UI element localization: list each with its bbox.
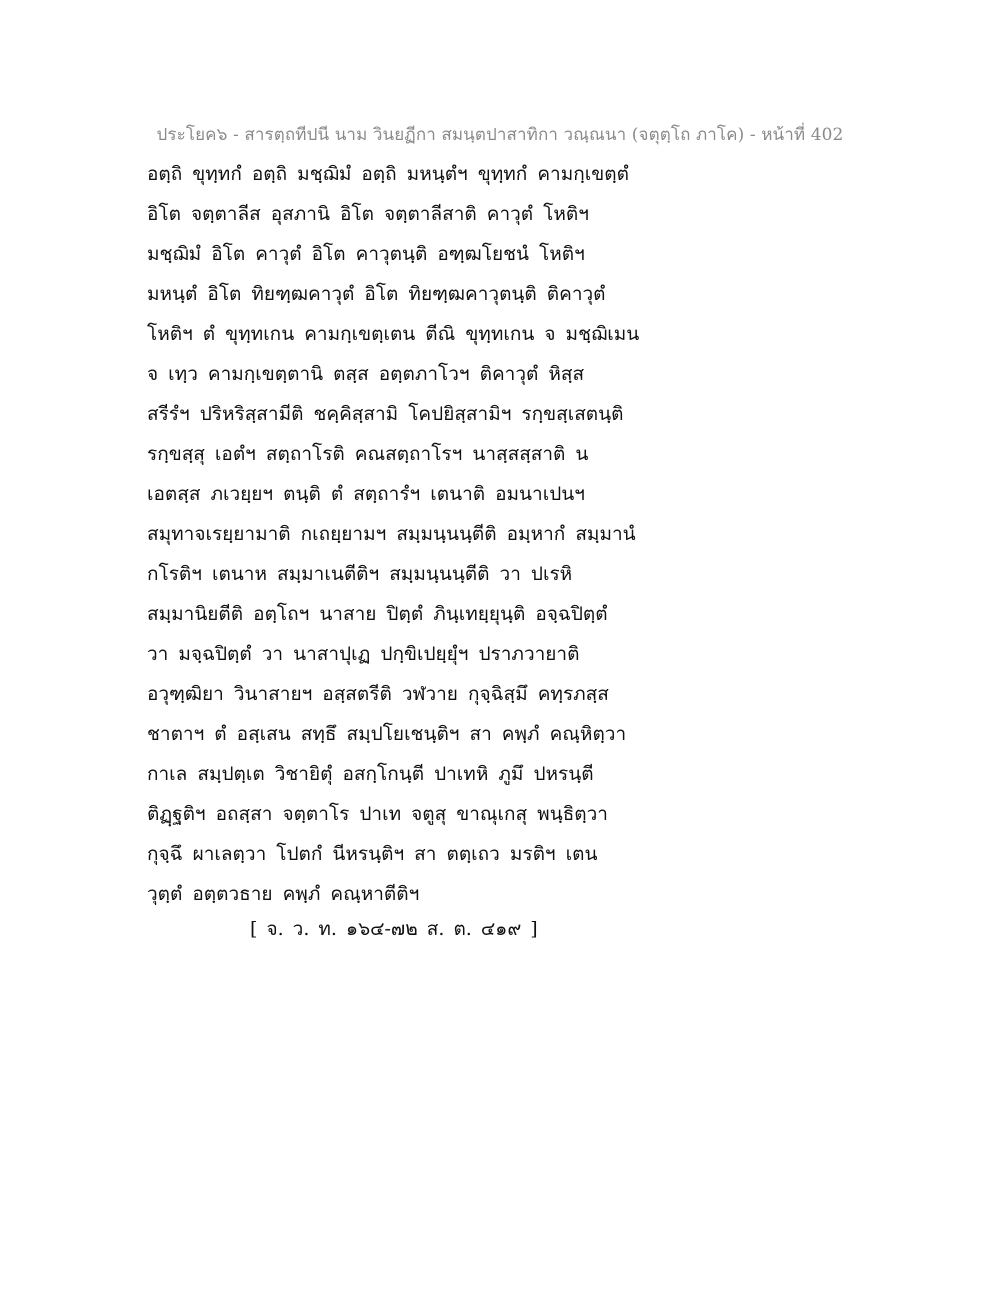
text-line: กุจฺฉึ ผาเลตฺวา โปตกํ นีหรนฺติฯ สา ตตฺเถว มรติฯ เตน xyxy=(147,843,598,865)
text-line: มชฺฌิมํ อิโต คาวุตํ อิโต คาวุตนฺติ อฑฺฒโยชนํ โหติฯ xyxy=(147,243,585,265)
text-line: ติฏฺฐติฯ อถสฺสา จตฺตาโร ปาเท จตูสุ ขาณุเกสุ พนฺธิตฺวา xyxy=(147,803,608,825)
text-line: อวุฑฺฒิยา วินาสายฯ อสฺสตรีติ วฬวาย กุจฺฉิสฺมึ คทฺรภสฺส xyxy=(147,683,609,705)
text-line: อิโต จตฺตาลีส อุสภานิ อิโต จตฺตาลีสาติ คาวุตํ โหติฯ xyxy=(147,203,589,225)
text-line: วา มจฺฉปิตฺตํ วา นาสาปุเฏ ปกฺขิเปยฺยุํฯ ปราภวายาติ xyxy=(147,643,580,665)
source-reference: [ จ. ว. ท. ๑๖๔-๗๒ ส. ต. ๔๑๙ ] xyxy=(250,918,538,940)
body-text xyxy=(147,158,687,918)
running-header: ประโยค๖ - สารตฺถทีปนี นาม วินยฏีกา สมนฺตปาสาทิกา วณฺณนา (จตุตฺโถ ภาโค) - หน้าที่ 402 xyxy=(156,125,844,145)
text-line: รกฺขสฺสุ เอตํฯ สตฺถาโรติ คณสตฺถาโรฯ นาสฺสสฺสาติ น xyxy=(147,443,589,465)
text-line: เอตสฺส ภเวยฺยฯ ตนฺติ ตํ สตฺถารํฯ เตนาติ อมนาเปนฯ xyxy=(147,483,585,505)
text-line: ชาตาฯ ตํ อสฺเสน สทฺธึ สมฺปโยเชนฺติฯ สา คพฺภํ คณฺหิตฺวา xyxy=(147,723,627,745)
text-line: โหติฯ ตํ ขุทฺทเกน คามกฺเขตฺเตน ตีณิ ขุทฺทเกน จ มชฺฌิเมน xyxy=(147,323,640,345)
text-line: จ เทฺว คามกฺเขตฺตานิ ตสฺส อตฺตภาโวฯ ติคาวุตํ หิสฺส xyxy=(147,363,585,385)
text-line: มหนฺตํ อิโต ทิยฑฺฒคาวุตํ อิโต ทิยฑฺฒคาวุตนฺติ ติคาวุตํ xyxy=(147,283,606,305)
text-line: สมุทาจเรยฺยามาติ กเถยฺยามฯ สมฺมนฺนนฺตีติ อมฺหากํ สมฺมานํ xyxy=(147,523,636,545)
text-line: วุตฺตํ อตฺตวธาย คพฺภํ คณฺหาตีติฯ xyxy=(147,883,420,905)
text-line: กาเล สมฺปตฺเต วิชายิตุํ อสกฺโกนฺตี ปาเทหิ ภูมึ ปหรนฺตี xyxy=(147,763,594,785)
text-line: กโรติฯ เตนาห สมฺมาเนตีติฯ สมฺมนฺนนฺตีติ วา ปเรหิ xyxy=(147,563,573,585)
text-line: อตฺถิ ขุทฺทกํ อตฺถิ มชฺฌิมํ อตฺถิ มหนฺตํฯ ขุทฺทกํ คามกฺเขตฺตํ xyxy=(147,163,629,185)
text-line: สรีรํฯ ปริหริสฺสามีติ ชคฺคิสฺสามิ โคปยิสฺสามิฯ รกฺขสฺเสตนฺติ xyxy=(147,403,624,425)
text-line: สมฺมานิยตีติ อตฺโถฯ นาสาย ปิตฺตํ ภินฺเทยฺยุนฺติ อจฺฉปิตฺตํ xyxy=(147,603,608,625)
